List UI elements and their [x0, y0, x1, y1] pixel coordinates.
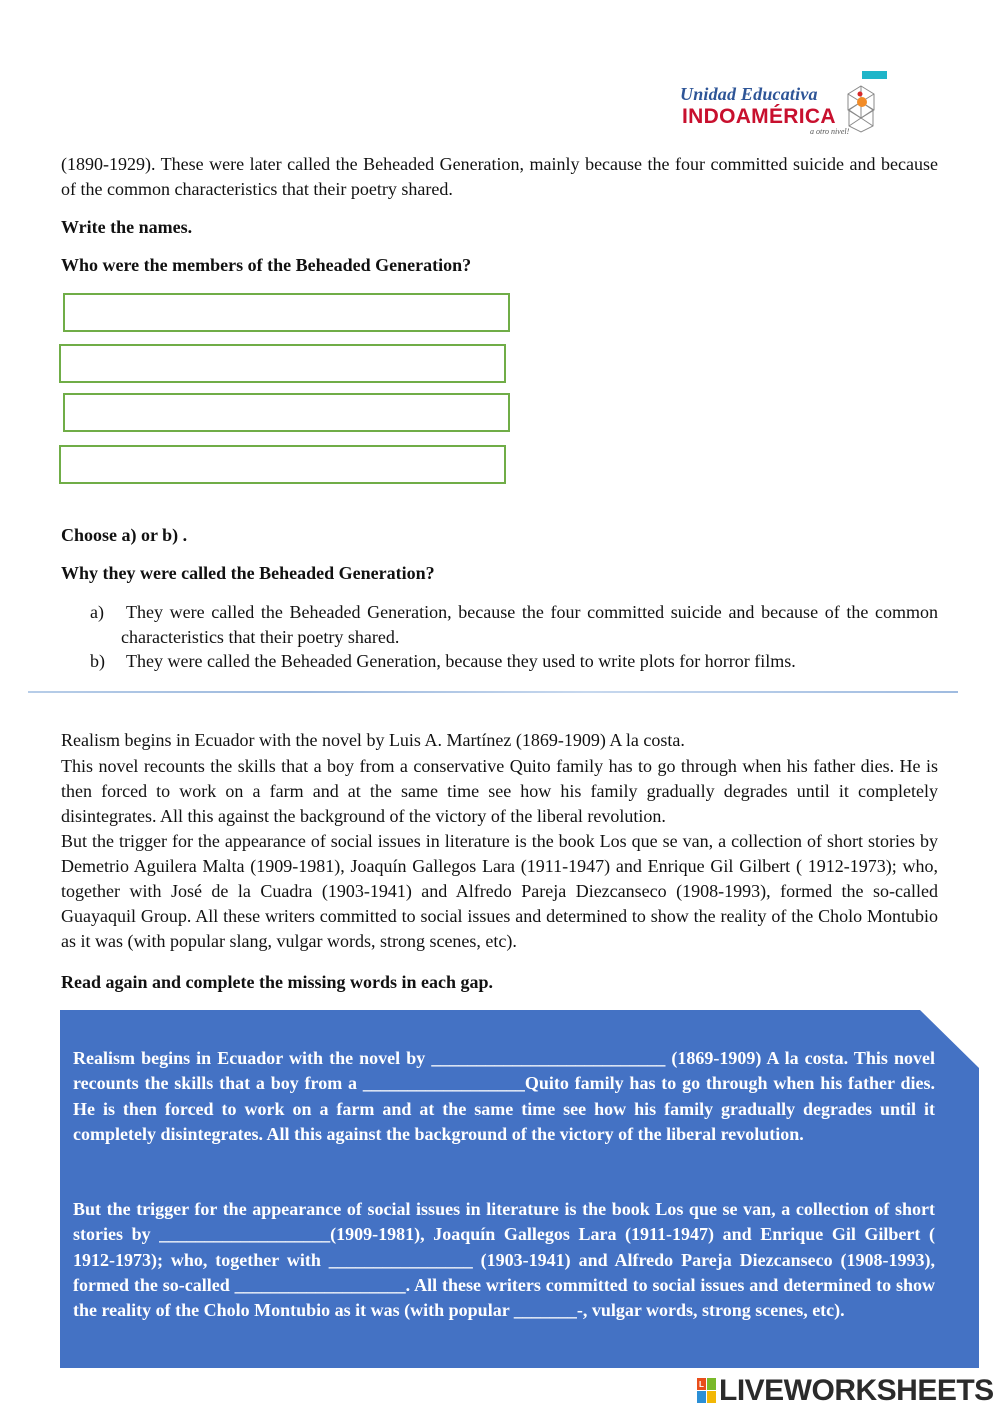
answer-box-4[interactable] — [59, 445, 506, 484]
write-names-instruction: Write the names. — [61, 217, 193, 237]
gap-fill-paragraph-1[interactable]: Realism begins in Ecuador with the novel by __________________________ (1869-1909) A la costa. This novel recounts the skills that a boy from a __________________Quito family has to go through when his father dies. He is then forced to work on a farm and at the same time see how his family gradually degrades until it completely disintegrates. All this against the background of the victory of the liberal revolution. — [73, 1048, 935, 1144]
section-divider — [28, 691, 958, 693]
logo-school-name: INDOAMÉRICA — [682, 105, 836, 128]
option-b-text: They were called the Beheaded Generation, because they used to write plots for horror films. — [126, 651, 796, 671]
option-b[interactable] — [90, 649, 938, 674]
reading-paragraph-3: But the trigger for the appearance of social issues in literature is the book Los que se van, a collection of short stories by Demetrio Aguilera Malta (1909-1981), Joaquín Gallegos Lara (1911-1947) and Enrique Gil Gilbert ( 1912-1973); who, together with José de la Cuadra (1903-1941) and Alfredo Pareja Diezcanseco (1908-1993), formed the so-called Guayaquil Group. All these writers committed to social issues and determined to show the reality of the Cholo Montubio as it was (with popular slang, vulgar words, strong scenes, etc). — [61, 831, 938, 951]
intro-paragraph: (1890-1929). These were later called the Beheaded Generation, mainly because the four committed suicide and because of the common characteristics that their poetry shared. — [61, 154, 938, 199]
liveworksheets-brand[interactable]: LIVEWORKSHEETS — [719, 1374, 994, 1407]
answer-box-2[interactable] — [59, 344, 506, 383]
members-question: Who were the members of the Beheaded Generation? — [61, 255, 472, 275]
logo-accent-bar — [862, 71, 887, 79]
brand-icon-letter-l: L — [699, 1380, 704, 1389]
why-question: Why they were called the Beheaded Generation? — [61, 563, 435, 583]
logo-slogan: a otro nivel! — [810, 127, 850, 136]
reading-paragraph-1: Realism begins in Ecuador with the novel by Luis A. Martínez (1869-1909) A la costa. — [61, 730, 685, 750]
choose-instruction: Choose a) or b) . — [61, 525, 188, 545]
reading-paragraph-2: This novel recounts the skills that a boy from a conservative Quito family has to go through when his father dies. He is then forced to work on a farm and at the same time see how his family gradually degrades until it completely disintegrates. All this against the background of the victory of the liberal revolution. — [61, 756, 938, 826]
logo-molecule-icon — [845, 84, 877, 134]
option-a-text: They were called the Beheaded Generation, because the four committed suicide and because of the common characteristics that their poetry shared. — [121, 602, 938, 647]
logo-school-type: Unidad Educativa — [680, 84, 818, 104]
complete-gaps-instruction: Read again and complete the missing words in each gap. — [61, 972, 494, 992]
option-a[interactable] — [90, 600, 938, 650]
liveworksheets-logo-icon — [697, 1378, 717, 1404]
gap-fill-paragraph-2[interactable]: But the trigger for the appearance of social issues in literature is the book Los que se van, a collection of short stories by ___________________(1909-1981), Joaquín Gallegos Lara (1911-1947) and Enrique Gil Gilbert ( 1912-1973); who, together with ________________ (1903-1941) and Alfredo Pareja Diezcanseco (1908-1993), formed the so-called ___________________. All these writers committed to social issues and determined to show the reality of the Cholo Montubio as it was (with popular _______-, vulgar words, strong scenes, etc). — [73, 1199, 935, 1321]
option-b-label: b) — [90, 651, 105, 671]
answer-box-3[interactable] — [63, 393, 510, 432]
answer-box-1[interactable] — [63, 293, 510, 332]
option-a-label: a) — [90, 602, 104, 622]
